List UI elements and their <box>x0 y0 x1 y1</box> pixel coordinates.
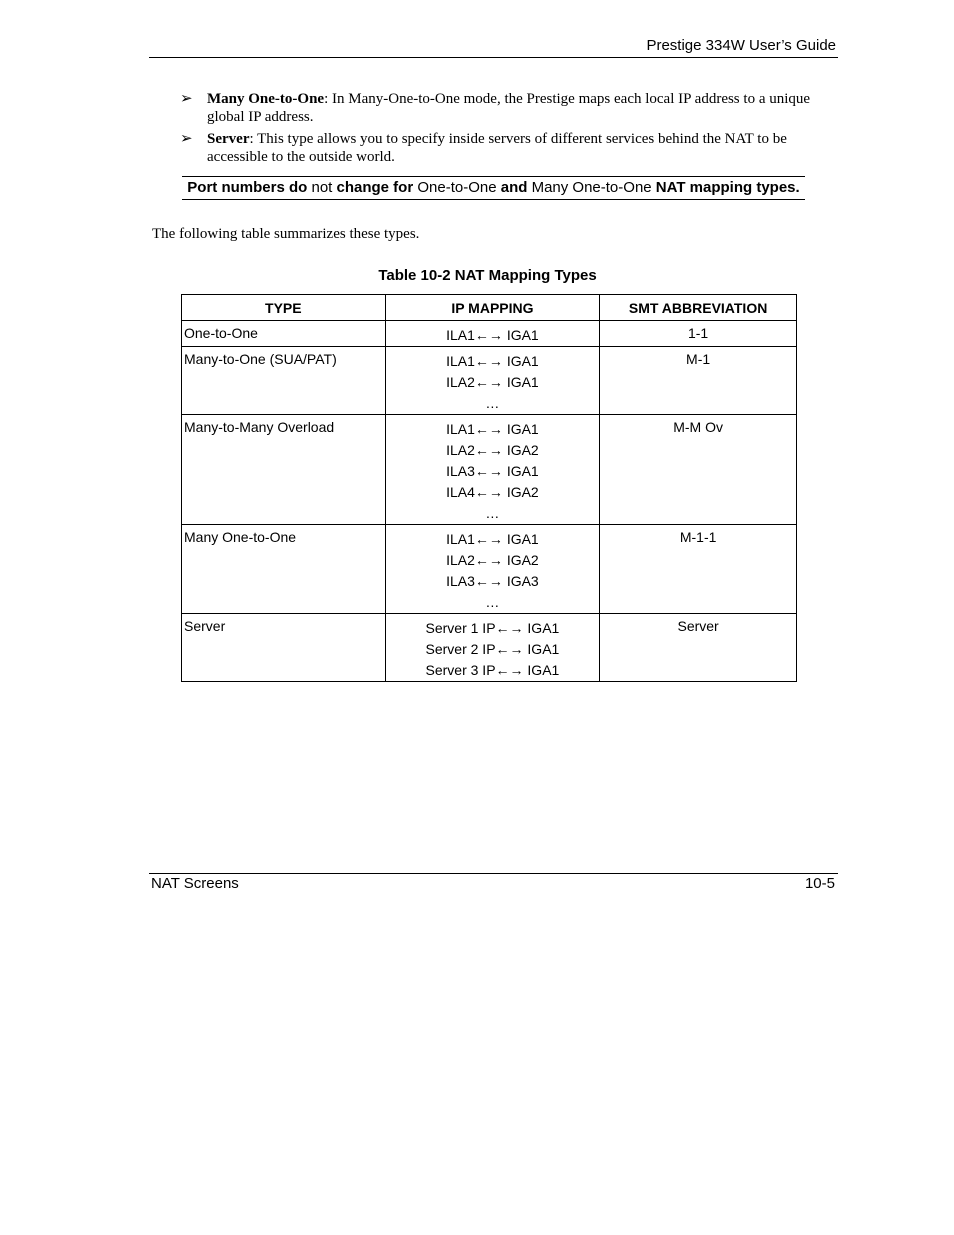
ip-mapping-line: ILA3←→ IGA1 <box>446 463 539 479</box>
nat-mapping-table <box>181 294 797 682</box>
table-row <box>182 415 797 525</box>
table-row <box>182 614 797 682</box>
abbreviation-cell: M-M Ov <box>600 415 797 525</box>
type-cell: Many-to-Many Overload <box>182 415 386 525</box>
column-header: IP MAPPING <box>385 295 600 321</box>
ip-mapping-cell <box>385 415 600 525</box>
column-header: SMT ABBREVIATION <box>600 295 797 321</box>
ip-mapping-line: Server 1 IP←→ IGA1 <box>425 620 560 636</box>
bullet-term: Many One-to-One <box>207 91 325 107</box>
ip-mapping-cell <box>385 321 600 347</box>
column-header: TYPE <box>182 295 386 321</box>
abbreviation-cell: M-1-1 <box>600 525 797 614</box>
note-text: Many One-to-One <box>527 179 656 196</box>
footer-page-number: 10-5 <box>804 875 835 892</box>
ip-mapping-line: ILA1←→ IGA1 <box>446 531 539 547</box>
running-header-title: Prestige 334W User’s Guide <box>646 37 836 54</box>
ip-mapping-line: ILA2←→ IGA1 <box>446 374 539 390</box>
note-text: change for <box>336 179 414 196</box>
abbreviation-cell: Server <box>600 614 797 682</box>
ip-mapping-line: ILA3←→ IGA3 <box>446 573 539 589</box>
table-caption: Table 10-2 NAT Mapping Types <box>378 267 597 284</box>
ip-mapping-line: ILA2←→ IGA2 <box>446 442 539 458</box>
note-text: and <box>500 179 528 196</box>
footer-rule <box>149 873 838 874</box>
type-cell: Many-to-One (SUA/PAT) <box>182 347 386 415</box>
bullet-list <box>180 90 840 170</box>
ip-mapping-line: Server 3 IP←→ IGA1 <box>425 662 560 678</box>
ip-mapping-line: ILA4←→ IGA2 <box>446 484 539 500</box>
bullet-item-server <box>180 130 840 166</box>
bullet-term: Server <box>207 131 250 147</box>
ip-mapping-line: ILA1←→ IGA1 <box>446 353 539 369</box>
ip-mapping-line: … <box>485 505 500 521</box>
table-row <box>182 525 797 614</box>
table-header-row <box>182 295 797 321</box>
note-box <box>182 176 805 200</box>
type-cell: Many One-to-One <box>182 525 386 614</box>
note-text: not <box>307 179 337 196</box>
intro-paragraph: The following table summarizes these types. <box>152 226 420 242</box>
ip-mapping-line: ILA1←→ IGA1 <box>446 421 539 437</box>
ip-mapping-cell <box>385 347 600 415</box>
ip-mapping-cell <box>385 525 600 614</box>
header-rule <box>149 57 838 58</box>
type-cell: Server <box>182 614 386 682</box>
type-cell: One-to-One <box>182 321 386 347</box>
footer-section: NAT Screens <box>151 875 239 892</box>
note-text: Port numbers do <box>187 179 308 196</box>
ip-mapping-cell <box>385 614 600 682</box>
bullet-text: : In Many-One-to-One mode, the Prestige maps each local IP address to a unique global IP address. <box>207 91 811 125</box>
ip-mapping-line: … <box>485 594 500 610</box>
note-text: One-to-One <box>413 179 501 196</box>
arrow-bullet-icon: ➢ <box>180 131 193 147</box>
ip-mapping-line: … <box>485 395 500 411</box>
abbreviation-cell: M-1 <box>600 347 797 415</box>
table-row <box>182 347 797 415</box>
ip-mapping-line: Server 2 IP←→ IGA1 <box>425 641 560 657</box>
arrow-bullet-icon: ➢ <box>180 91 193 107</box>
table-row <box>182 321 797 347</box>
ip-mapping-line: ILA1←→ IGA1 <box>446 327 539 343</box>
bullet-text: : This type allows you to specify inside servers of different services behind the NAT to be accessible to the outside world. <box>207 131 787 165</box>
abbreviation-cell: 1-1 <box>600 321 797 347</box>
bullet-item-many-one-to-one <box>180 90 840 126</box>
note-text: NAT mapping types. <box>655 179 800 196</box>
ip-mapping-line: ILA2←→ IGA2 <box>446 552 539 568</box>
